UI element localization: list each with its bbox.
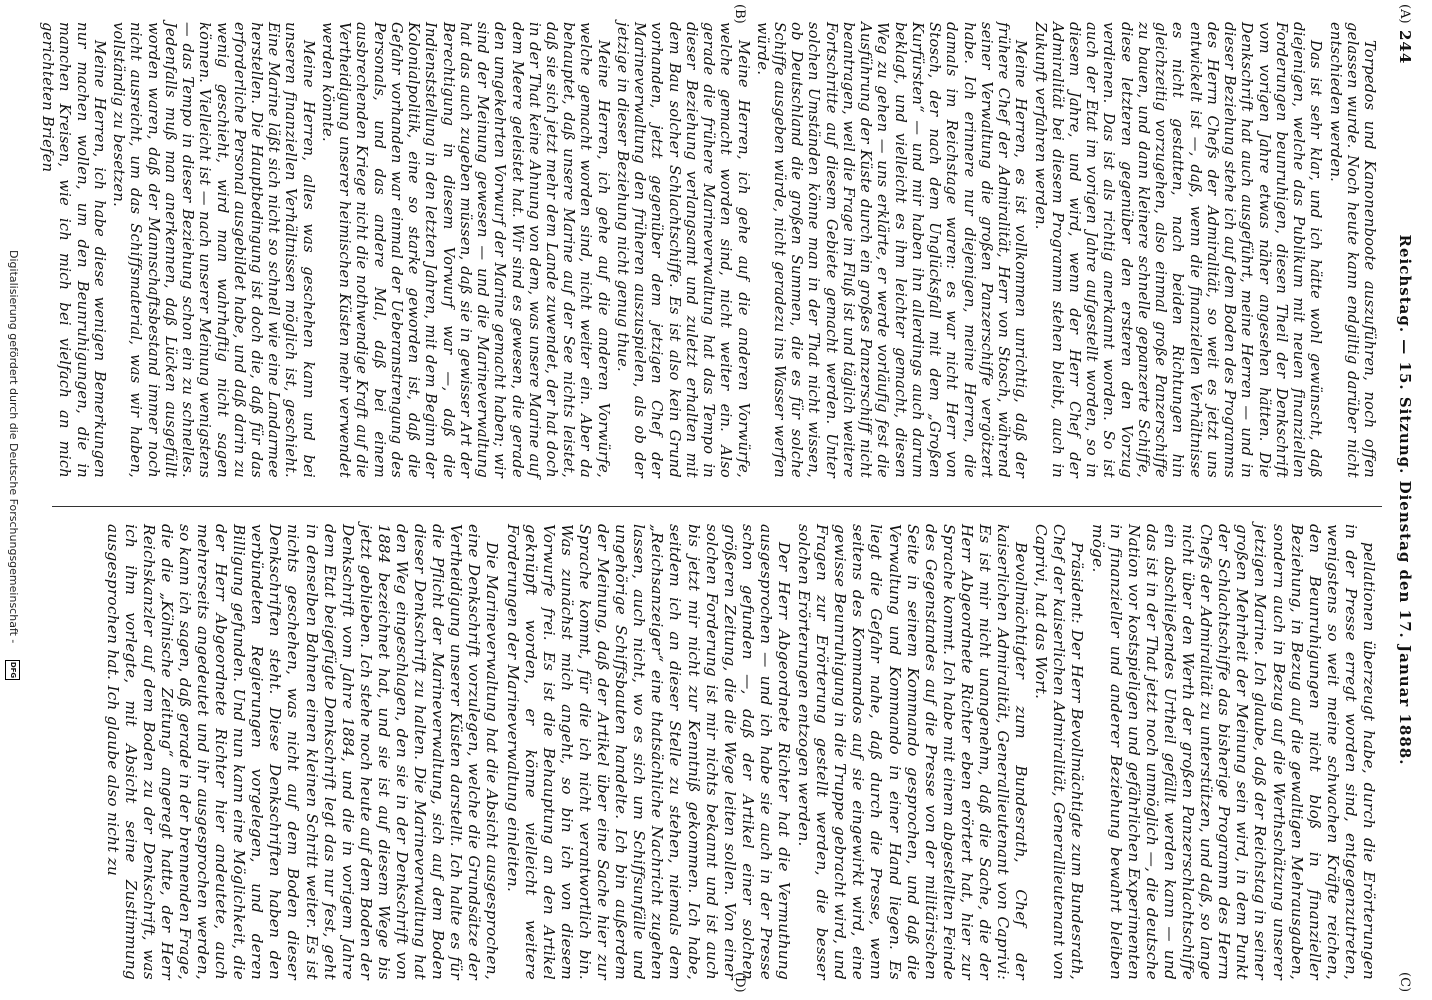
left-column	[37, 22, 1378, 478]
page-number: 244	[1396, 30, 1414, 65]
paragraph: Das ist sehr klar, und ich hätte wohl gewünscht, daß diejenigen, welche das Publikum mit neuen finanziellen Forderungen beunruhigen, diesen Theil der Denkschrift vom vorigen Jahre etwas näher angesehen hätten. Die Denkschrift hat auch ausgeführt, meine Herren — und in dieser Beziehung stehe ich auf dem Boden des Programms des Herrn Chefs der Admiralität, so weit es jetzt uns entwickelt ist —, daß, wenn die finanziellen Verhältnisse es nicht gestatten, nach beiden Richtungen hin gleichzeitig vorzugehen, also einmal große Panzerschiffe zu bauen, und dann kleinere schnelle gepanzerte Schiffe, diese letzteren gegenüber den ersteren den Vorzug verdienen. Das ist als richtig anerkannt worden. So ist auch der Etat im vorigen Jahre aufgestellt worden, so in diesem Jahre, und wird, wenn der Herr Chef der Admiralität bei diesem Programm stehen bleibt, auch in Zukunft verfahren werden.	[1031, 22, 1325, 478]
digitization-stamp	[0, 0, 24, 1000]
right-column	[101, 524, 1378, 980]
paragraph: Präsident: Der Herr Bevollmächtigte zum Bundesrath, Chef der kaiserlichen Admiralität, Generallieutenant von Caprivi, hat das Wort.	[1032, 524, 1087, 980]
page-title: Reichstag. — 15. Sitzung. Dienstag den 17. Januar 1888.	[1396, 234, 1414, 766]
paragraph: pellationen überzeugt habe, durch die Erörterungen in der Presse erregt worden sind, entgegenzutreten, wenigstens so weit meine schwachen Kräfte reichen, den Beunruhigungen nicht bloß in finanzieller Beziehung, in Bezug auf die gewaltigen Mehrausgaben, sondern auch in Bezug auf die Werthschätzung unserer jetzigen Marine. Ich glaube, daß der Reichstag in seiner großen Mehrheit der Meinung sein wird, in dem Punkt der Schlachtschiffe das bisherige Programm des Herrn Chefs der Admiralität zu unterstützen, und daß, so lange nicht über den Werth der großen Panzerschlachtschiffe ein abschließendes Urtheil gefällt werden kann — und das ist in der That jetzt noch unmöglich —, die deutsche Nation vor kostspieligen und gefährlichen Experimenten in finanzieller und anderer Beziehung bewahrt bleiben möge.	[1088, 524, 1378, 980]
funding-note: Digitalisierung gefördert durch die Deutsche Forschungsgemeinschaft -	[7, 250, 20, 644]
dfg-logo-icon: DFG	[5, 660, 20, 680]
page-header	[1390, 0, 1414, 1000]
margin-marker-c: (C)	[1397, 972, 1412, 993]
margin-marker-d: (D)	[732, 972, 747, 993]
paragraph: Die Marineverwaltung hat die Absicht ausgesprochen, eine Denkschrift vorzulegen, welche die Grundsätze der Vertheidigung unserer Küsten darstellt. Ich halte es für die Pflicht der Marineverwaltung, sich auf dem Boden dieser Denkschrift zu halten. Die Marineverwaltung hat den Weg eingeschlagen, den sie in der Denkschrift von 1884 bezeichnet hat, und sie ist auf diesem Wege bis jetzt geblieben. Ich stehe noch heute auf dem Boden der Denkschrift vom Jahre 1884, und die in vorigem Jahre dem Etat beigefügte Denkschrift legt das nur fest, geht in denselben Bahnen einen kleinen Schritt weiter. Es ist nichts geschehen, was nicht auf dem Boden dieser Denkschriften steht. Diese Denkschriften haben den verbündeten Regierungen vorgelegen, und deren Billigung gefunden. Und nun kann eine Möglichkeit, die der Herr Abgeordnete Richter hier andeutete, auch mehrerseits angedeutet und ihr ausgesprochen werden, so kann ich sagen, daß gerade in der brennenden Frage, die die „Kölnische Zeitung“ angeregt hatte, der Herr Reichskanzler auf dem Boden zu der Denkschrift, was ich ihm vorlegte, mit Absicht seine Zustimmung ausgesprochen hat. Ich glaube also nicht zu	[103, 524, 502, 980]
paragraph: Der Herr Abgeordnete Richter hat die Vermuthung ausgesprochen — und ich habe sie auch in der Presse schon gefunden —, daß der Artikel einer solchen größeren Zeitung, die die Wege leiten sollen. Von einer solchen Forderung ist mir nichts bekannt und ist auch bis jetzt mir nicht zur Kenntniß gekommen. Ich habe, seitdem ich an dieser Stelle zu stehen, niemals dem „Reichsanzeiger“ eine thatsächliche Nachricht zugehen lassen, auch nicht, wo es sich um Schiffsunfälle und ungehörige Schiffsbauten handelte. Ich bin außerdem der Meinung, daß der Artikel über eine Sache hier zur Sprache kommt, für die ich nicht verantwortlich bin. Was zunächst mich angeht, so bin ich von diesem Vorwurfe frei. Es ist die Behauptung an den Artikel geknüpft worden, er könne vielleicht weitere Forderungen der Marineverwaltung einleiten.	[503, 524, 793, 980]
paragraph: Meine Herren, alles was geschehen kann und bei unseren finanziellen Verhältnissen möglich ist, geschieht. Eine Marine läßt sich nicht so schnell wie eine Landarmee herstellen. Die Hauptbedingung ist doch die, daß für das erforderliche Personal ausgebildet habe, und daß darin zu wenig geschieht, wird man wahrhaftig nicht sagen können. Vielleicht ist — nach unserer Meinung wenigstens — das Tempo in dieser Beziehung schon ein zu schnelles. Jedenfalls muß man anerkennen, daß Lücken ausgefüllt worden waren, daß der Mannschaftsbestand immer noch nicht ausreicht, um das Schiffsmaterial, was wir haben, vollständig zu besetzen.	[110, 22, 317, 478]
margin-marker-b: (B)	[732, 4, 747, 24]
paragraph: Torpedos und Kanonenboote auszuführen, noch offen gelassen wurde. Noch heute kann endgiltig darüber nicht entschieden werden.	[1326, 22, 1378, 478]
paragraph: Meine Herren, ich habe diese wenigen Bemerkungen nur machen wollen, um den Beunruhigungen, die in manchen Kreisen, wie ich mich bei vielfach an mich gerichteten Briefen	[39, 22, 108, 478]
paragraph: Bevollmächtigter zum Bundesrath, Chef der kaiserlichen Admiralität, Generallieutenant von Caprivi: Es ist mir nicht unangenehm, daß die Sache, die der Herr Abgeordnete Richter eben erörtert hat, hier zur Sprache kommt. Ich habe mit einem abgestellten Feinde des Gegenstandes auf die Presse von der militärischen Seite in seinem Kommando gesprochen, und daß die Verwaltung und Kommando in einer Hand liegen. Es liegt die Gefahr nahe, daß durch die Presse, wenn seitens des Kommandos auf sie eingewirkt wird, eine gewisse Beunruhigung in die Truppe gebracht wird, und Fragen zur Erörterung gestellt werden, die besser solchen Erörterungen entzogen werden.	[795, 524, 1031, 980]
column-divider	[52, 506, 1382, 507]
paragraph: Meine Herren, ich gehe auf die anderen Vorwürfe, welche gemacht worden sind, nicht weiter ein. Aber da behauptet, daß unsere Marine auf der See nichts leistet, daß sie sich jetzt mehr dem Lande zuwendet, der hat doch in der That keine Ahnung von dem, was unsere Marine auf dem Meere geleistet hat. Wir sind es gewesen, die gerade den umgekehrten Vorwurf der Marine gemacht haben; wir sind der Meinung gewesen — und die Marineverwaltung hat das auch zugeben müssen, daß sie in gewisser Art der Berechtigung in diesem Vorwurf war —, daß die Indienststellung in den letzten Jahren, mit dem Beginn der Kolonialpolitik, eine so starke geworden ist, daß die Gefahr vorhanden war einmal der Ueberanstrengung des Personals, und das andere Mal, daß bei einem ausbrechenden Kriege nicht die nothwendige Kraft auf die Vertheidigung unserer heimischen Küsten mehr verwendet werden könnte.	[318, 22, 612, 478]
paragraph: Meine Herren, es ist vollkommen unrichtig, daß der frühere Chef der Admiralität, Herr von Stosch, während seiner Verwaltung die großen Panzerschiffe vergötzert habe. Ich erinnere nur diejenigen, meine Herren, die damals im Reichstage waren: es war nicht Herr von Stosch, der nach dem Unglücksfall mit dem „Großen Kurfürsten“ — und mir haben ihn allerdings auch darum beklagt, und vielleicht es ihm leichter gemacht, diesen Weg zu gehen — uns erklärte, er werde vorläufig fest die Ausführung der Küste durch ein großes Panzerschiff nicht beantragen, weil die Frage im Fluß ist und täglich weitere Fortschritte auf diesem Gebiete gemacht werden. Unter solchen Umständen könne man in der That nicht wissen, ob Deutschland die großen Summen, die es für solche Schiffe ausgeben würde, nicht geradezu ins Wasser werfen würde.	[753, 22, 1030, 478]
margin-marker-a: (A)	[1397, 4, 1412, 24]
paragraph: Meine Herren, ich gehe auf die anderen Vorwürfe, welche gemacht worden sind, nicht weiter ein. Also gerade die frühere Marineverwaltung hat das Tempo in dieser Beziehung verlangsamt und zuletzt erhalten mit dem Bau solcher Schlachtschiffe. Es ist also kein Grund vorhanden, jetzt gegenüber dem jetzigen Chef der Marineverwaltung den früheren auszuspielen, als ob der jetzige in dieser Beziehung nicht genug thue.	[613, 22, 752, 478]
